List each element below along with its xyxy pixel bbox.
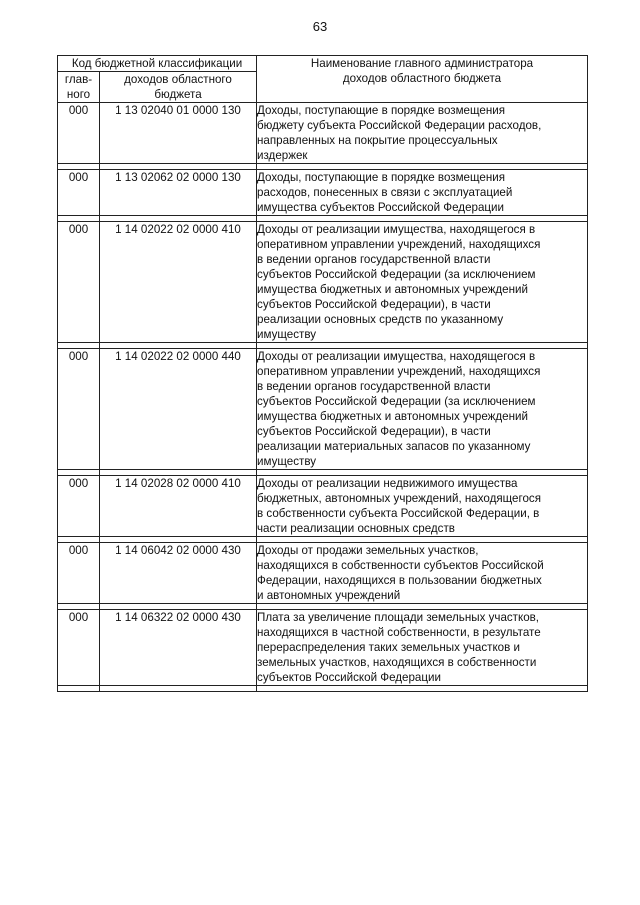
income-description-line: в ведении органов государственной власти xyxy=(257,253,491,266)
main-admin-code: 000 xyxy=(58,103,100,164)
header-admin-name xyxy=(257,56,588,103)
row-gap-cell xyxy=(58,686,100,692)
income-description-line: Доходы, поступающие в порядке возмещения xyxy=(257,171,506,184)
income-description-line: перераспределения таких земельных участков и xyxy=(257,641,520,654)
income-classification-code: 1 14 02022 02 0000 440 xyxy=(100,349,257,470)
income-description-line: имущества бюджетных и автономных учреждений xyxy=(257,410,528,423)
header-main-admin-line: ного xyxy=(66,88,91,101)
income-description-line: имуществу xyxy=(257,328,317,341)
page-number: 63 xyxy=(312,19,328,34)
budget-classification-table xyxy=(57,55,588,692)
income-description xyxy=(257,610,588,686)
main-admin-code: 000 xyxy=(58,222,100,343)
income-description xyxy=(257,222,588,343)
income-description-line: оперативном управлении учреждений, находящихся xyxy=(257,365,541,378)
row-gap-cell xyxy=(257,686,588,692)
table-row xyxy=(58,476,588,537)
table-row xyxy=(58,103,588,164)
header-admin-name-line: Наименование главного администратора xyxy=(310,57,534,70)
header-admin-name-line: доходов областного бюджета xyxy=(342,72,502,85)
income-description-line: субъектов Российской Федерации), в части xyxy=(257,425,491,438)
main-admin-code: 000 xyxy=(58,476,100,537)
income-description-line: субъектов Российской Федерации xyxy=(257,671,441,684)
income-classification-code: 1 13 02062 02 0000 130 xyxy=(100,170,257,216)
income-classification-code: 1 14 02028 02 0000 410 xyxy=(100,476,257,537)
income-description-line: Доходы от реализации недвижимого имущества xyxy=(257,477,518,490)
main-admin-code: 000 xyxy=(58,170,100,216)
income-classification-code: 1 14 06042 02 0000 430 xyxy=(100,543,257,604)
income-description-line: бюджетных, автономных учреждений, находящегося xyxy=(257,492,541,505)
income-classification-code: 1 14 06322 02 0000 430 xyxy=(100,610,257,686)
income-description-line: Федерации, находящихся в пользовании бюджетных xyxy=(257,574,542,587)
income-description-line: направленных на покрытие процессуальных xyxy=(257,134,498,147)
table-row xyxy=(58,349,588,470)
table-row xyxy=(58,222,588,343)
table-row xyxy=(58,610,588,686)
header-regional-income xyxy=(100,72,257,103)
income-description-line: реализации основных средств по указанному xyxy=(257,313,504,326)
income-description-line: издержек xyxy=(257,149,308,162)
income-description-line: оперативном управлении учреждений, находящихся xyxy=(257,238,541,251)
income-description-line: в ведении органов государственной власти xyxy=(257,380,491,393)
income-description xyxy=(257,170,588,216)
income-description xyxy=(257,476,588,537)
income-description-line: находящихся в частной собственности, в результате xyxy=(257,626,541,639)
table-row xyxy=(58,543,588,604)
income-description-line: в собственности субъекта Российской Федерации, в xyxy=(257,507,540,520)
header-regional-income-line: доходов областного xyxy=(124,73,232,86)
main-admin-code: 000 xyxy=(58,543,100,604)
table-row xyxy=(58,170,588,216)
income-description-line: Доходы, поступающие в порядке возмещения xyxy=(257,104,506,117)
income-description-line: субъектов Российской Федерации), в части xyxy=(257,298,491,311)
income-description-line: имуществу xyxy=(257,455,317,468)
header-main-admin-line: глав- xyxy=(64,73,93,86)
income-description-line: реализации материальных запасов по указанному xyxy=(257,440,531,453)
income-description-line: Доходы от продажи земельных участков, xyxy=(257,544,479,557)
income-description xyxy=(257,349,588,470)
row-gap-cell xyxy=(100,686,257,692)
header-regional-income-line: бюджета xyxy=(154,88,202,101)
income-description-line: Плата за увеличение площади земельных участков, xyxy=(257,611,540,624)
income-description-line: имущества бюджетных и автономных учреждений xyxy=(257,283,528,296)
header-main-admin xyxy=(58,72,100,103)
main-admin-code: 000 xyxy=(58,610,100,686)
income-description xyxy=(257,103,588,164)
table-header xyxy=(58,56,588,103)
table-body xyxy=(58,103,588,692)
income-description-line: Доходы от реализации имущества, находящегося в xyxy=(257,350,536,363)
income-description-line: земельных участков, находящихся в собственности xyxy=(257,656,537,669)
income-description-line: расходов, понесенных в связи с эксплуатацией xyxy=(257,186,513,199)
row-gap xyxy=(58,686,588,692)
income-description-line: субъектов Российской Федерации (за исключением xyxy=(257,268,536,281)
income-description xyxy=(257,543,588,604)
income-description-line: находящихся в собственности субъектов Российской xyxy=(257,559,544,572)
income-classification-code: 1 14 02022 02 0000 410 xyxy=(100,222,257,343)
income-description-line: Доходы от реализации имущества, находящегося в xyxy=(257,223,536,236)
header-code-group: Код бюджетной классификации xyxy=(58,56,257,72)
main-admin-code: 000 xyxy=(58,349,100,470)
income-classification-code: 1 13 02040 01 0000 130 xyxy=(100,103,257,164)
income-description-line: бюджету субъекта Российской Федерации расходов, xyxy=(257,119,542,132)
income-description-line: и автономных учреждений xyxy=(257,589,401,602)
income-description-line: части реализации основных средств xyxy=(257,522,455,535)
income-description-line: имущества субъектов Российской Федерации xyxy=(257,201,505,214)
income-description-line: субъектов Российской Федерации (за исключением xyxy=(257,395,536,408)
